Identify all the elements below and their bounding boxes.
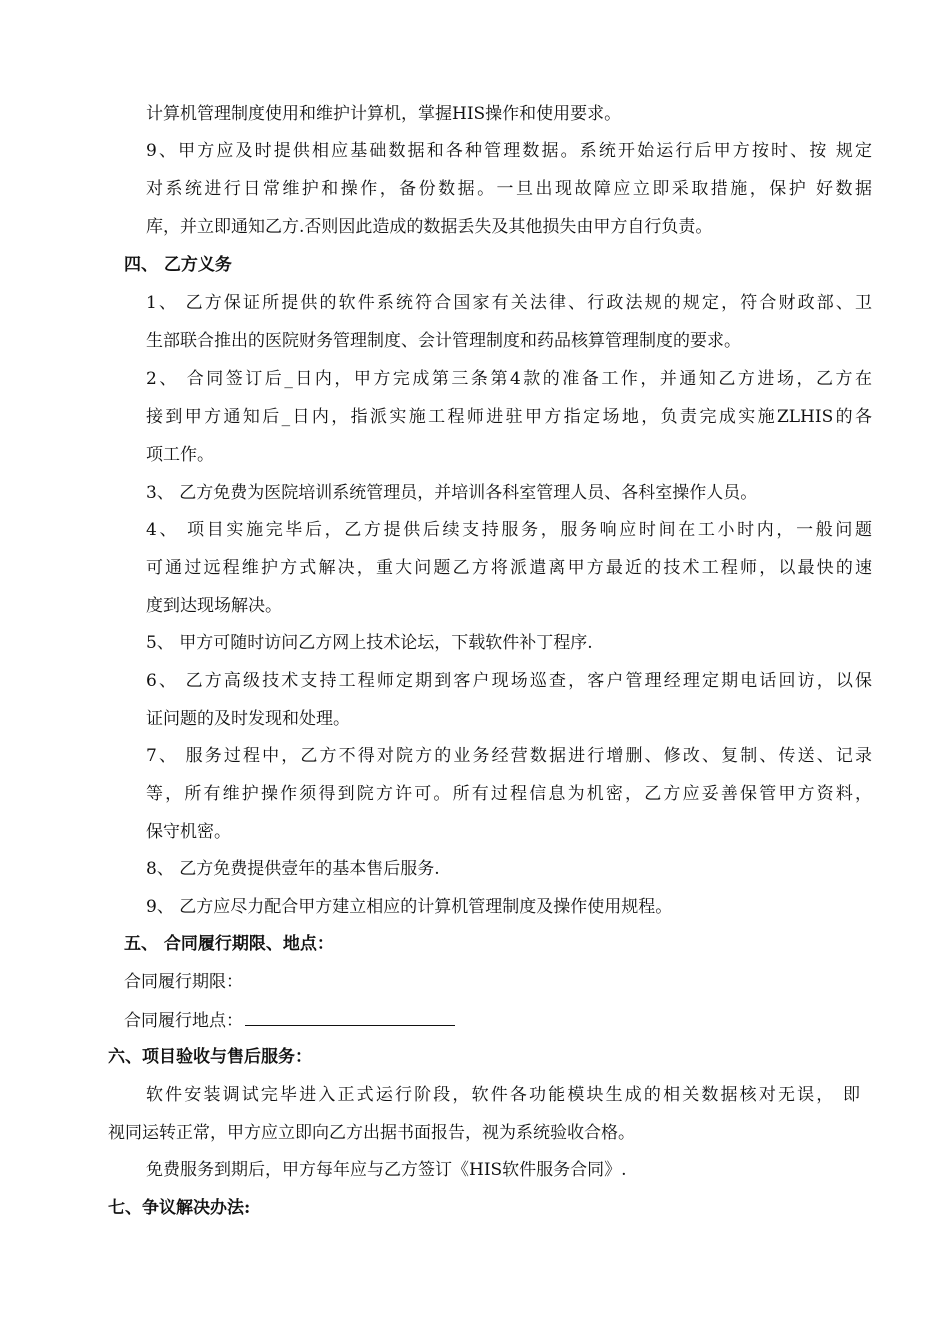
list-item-line: 8、 乙方免费提供壹年的基本售后服务.	[146, 859, 440, 879]
list-item-line: 项工作。	[146, 445, 214, 465]
list-item-line: 可通过远程维护方式解决，重大问题乙方将派遣离甲方最近的技术工程师，以最快的速	[146, 558, 872, 578]
list-item-line: 5、 甲方可随时访问乙方网上技术论坛，下载软件补丁程序.	[146, 633, 593, 653]
list-item-line: 度到达现场解决。	[146, 596, 282, 616]
list-item-line: 接到甲方通知后_日内，指派实施工程师进驻甲方指定场地，负责完成实施ZLHIS的各	[146, 407, 872, 427]
list-item-line: 2、 合同签订后_日内，甲方完成第三条第4款的准备工作，并通知乙方进场，乙方在	[146, 369, 872, 389]
list-item-line: 7、 服务过程中，乙方不得对院方的业务经营数据进行增删、修改、复制、传送、记录	[146, 746, 872, 766]
list-item-line: 6、 乙方高级技术支持工程师定期到客户现场巡查，客户管理经理定期电话回访，以保	[146, 671, 872, 691]
list-item-line: 等，所有维护操作须得到院方许可。所有过程信息为机密，乙方应妥善保管甲方资料，	[146, 784, 872, 804]
field-label: 合同履行期限：	[124, 972, 243, 992]
paragraph-line: 库，并立即通知乙方.否则因此造成的数据丢失及其他损失由甲方自行负责。	[146, 217, 713, 237]
paragraph-line: 软件安装调试完毕进入正式运行阶段，软件各功能模块生成的相关数据核对无误， 即	[146, 1085, 860, 1105]
list-item-line: 1、 乙方保证所提供的软件系统符合国家有关法律、行政法规的规定，符合财政部、卫	[146, 293, 872, 313]
list-item-line: 生部联合推出的医院财务管理制度、会计管理制度和药品核算管理制度的要求。	[146, 331, 741, 351]
blank-underline	[245, 1009, 455, 1026]
section-heading: 五、 合同履行期限、地点：	[124, 934, 334, 954]
section-heading: 六、项目验收与售后服务：	[108, 1047, 312, 1067]
list-item-line: 证问题的及时发现和处理。	[146, 709, 350, 729]
paragraph-line: 对系统进行日常维护和操作，备份数据。一旦出现故障应立即采取措施，保护 好数据	[146, 179, 872, 199]
paragraph-line: 免费服务到期后，甲方每年应与乙方签订《HIS软件服务合同》.	[146, 1160, 627, 1180]
list-item-line: 9、 乙方应尽力配合甲方建立相应的计算机管理制度及操作使用规程。	[146, 897, 673, 917]
list-item-line: 3、 乙方免费为医院培训系统管理员，并培训各科室管理人员、各科室操作人员。	[146, 483, 758, 503]
field-label: 合同履行地点：	[124, 1011, 243, 1031]
field-row	[124, 1009, 455, 1032]
paragraph-line: 计算机管理制度使用和维护计算机，掌握HIS操作和使用要求。	[146, 104, 622, 124]
list-item-line: 4、 项目实施完毕后，乙方提供后续支持服务，服务响应时间在工小时内，一般问题	[146, 520, 872, 540]
list-item-line: 保守机密。	[146, 822, 231, 842]
section-heading: 七、争议解决办法:	[108, 1198, 251, 1218]
section-heading: 四、 乙方义务	[124, 255, 232, 275]
paragraph-line: 9、甲方应及时提供相应基础数据和各种管理数据。系统开始运行后甲方按时、按 规定	[146, 141, 872, 161]
paragraph-line: 视同运转正常，甲方应立即向乙方出据书面报告，视为系统验收合格。	[108, 1123, 635, 1143]
